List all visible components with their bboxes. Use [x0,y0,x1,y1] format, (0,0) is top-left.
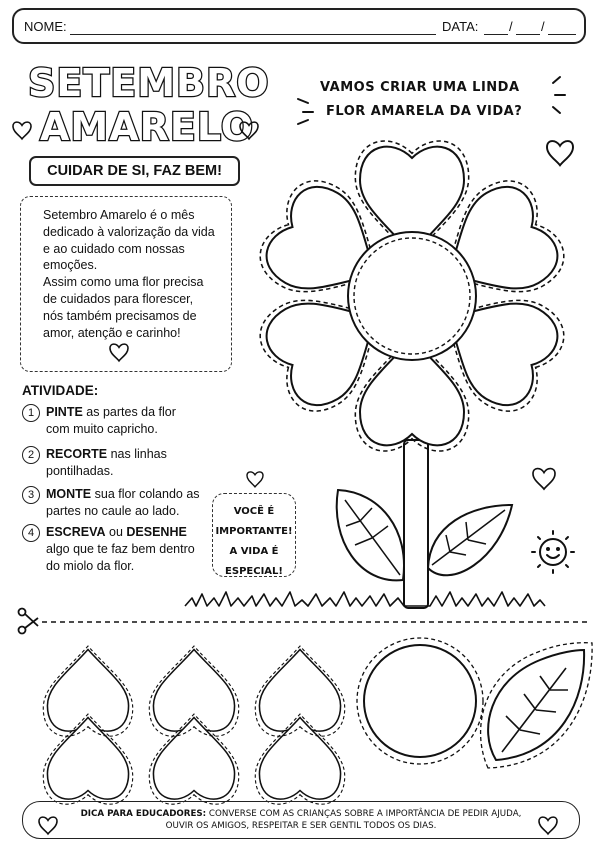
step-text: com muito capricho. [46,422,158,436]
step-number: 2 [22,446,40,464]
step-text: sua flor colando as [91,487,200,501]
activity-heading: ATIVIDADE: [22,383,99,398]
heart-icon [247,472,263,487]
scissors-icon [19,609,39,634]
step-verb: ESCREVA [46,525,106,539]
intro-line: nós também precisamos de [43,308,197,323]
heart-icon [240,122,258,139]
cutout-center [364,645,476,757]
intro-line: amor, atenção e carinho! [43,325,181,340]
leaf-right-icon [428,505,512,575]
cutout-leaf-icon [481,643,593,768]
intro-line: Assim como uma flor precisa [43,275,204,290]
encouragement-line: ESPECIAL! [225,566,283,577]
step-verb: DESENHE [126,525,187,539]
step-number: 3 [22,486,40,504]
tip-text: CONVERSE COM AS CRIANÇAS SOBRE A IMPORTÂNCIA DE PEDIR AJUDA, [206,809,522,819]
intro-line: dedicado à valorização da vida [43,224,215,239]
name-label: NOME: [24,19,67,34]
date-separator: / [541,19,545,34]
intro-line: Setembro Amarelo é o mês [43,208,195,222]
date-label: DATA: [442,19,479,34]
step-text: as partes da flor [82,405,176,419]
tip-text: OUVIR OS AMIGOS, RESPEITAR E SER GENTIL TODOS OS DIAS. [165,821,437,831]
intro-line: emoções. [43,258,98,273]
intro-line: de cuidados para florescer, [43,291,194,306]
flower-center [348,232,476,360]
sparkle-icon [298,77,565,124]
title-line-1: SETEMBRO [28,61,270,105]
heart-icon [533,469,555,489]
heart-icon [547,141,573,165]
step-verb: RECORTE [46,447,108,461]
step-text: partes no caule ao lado. [46,504,180,518]
flower-stem [404,440,428,608]
educator-tip-box [22,801,580,839]
grass [185,592,545,606]
title-line-2: AMARELO [40,105,255,149]
step-text: nas linhas [107,447,167,461]
step-number: 1 [22,404,40,422]
sun-icon [532,531,574,573]
intro-line: e ao cuidado com nossas [43,241,185,256]
slogan-box: CUIDAR DE SI, FAZ BEM! [29,156,240,186]
step-text: ou [105,525,127,539]
step-number: 4 [22,524,40,542]
encouragement-line: A VIDA É [229,546,279,557]
step-text: algo que te faz bem dentro [46,542,195,556]
question-line-1: VAMOS CRIAR UMA LINDA [320,80,520,95]
step-verb: PINTE [46,405,83,419]
question-line-2: FLOR AMARELA DA VIDA? [326,104,523,119]
step-text: pontilhadas. [46,464,114,478]
date-separator: / [509,19,513,34]
encouragement-line: VOCÊ É [233,506,275,517]
step-text: do miolo da flor. [46,559,135,573]
tip-label: DICA PARA EDUCADORES: [80,809,207,819]
encouragement-line: IMPORTANTE! [215,526,293,537]
heart-icon [13,122,31,139]
leaf-left-icon [337,490,404,580]
heart-icon [110,344,128,361]
step-verb: MONTE [46,487,92,501]
cutout-petals [47,650,340,800]
